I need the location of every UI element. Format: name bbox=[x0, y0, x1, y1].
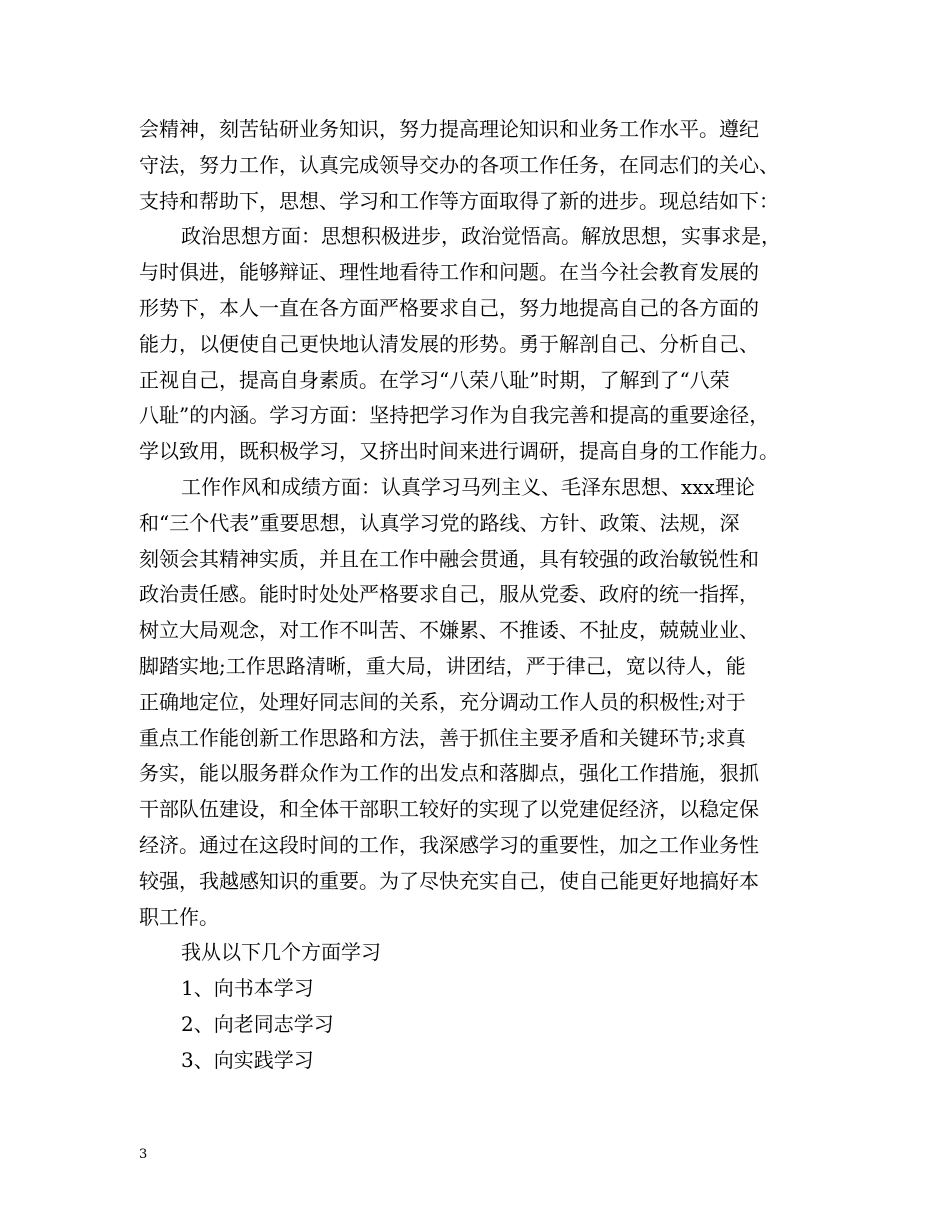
text-line: 2、向老同志学习 bbox=[181, 1011, 334, 1036]
text-line: 职工作。 bbox=[139, 904, 219, 929]
text-line: 重点工作能创新工作思路和方法，善于抓住主要矛盾和关键环节;求真 bbox=[139, 725, 746, 750]
text-line: 与时俱进，能够辩证、理性地看待工作和问题。在当今社会教育发展的 bbox=[139, 260, 759, 285]
text-line: 形势下，本人一直在各方面严格要求自己，努力地提高自己的各方面的 bbox=[139, 295, 759, 320]
text-line: 守法，努力工作，认真完成领导交办的各项工作任务，在同志们的关心、 bbox=[139, 152, 779, 177]
text-line: 树立大局观念，对工作不叫苦、不嫌累、不推诿、不扯皮，兢兢业业、 bbox=[139, 618, 759, 643]
text-line: 会精神，刻苦钻研业务知识，努力提高理论知识和业务工作水平。遵纪 bbox=[139, 117, 759, 141]
text-line: 工作作风和成绩方面：认真学习马列主义、毛泽东思想、xxx理论 bbox=[181, 474, 755, 499]
text-line: 务实，能以服务群众作为工作的出发点和落脚点，强化工作措施，狠抓 bbox=[139, 761, 759, 786]
text-line: 较强，我越感知识的重要。为了尽快充实自己，使自己能更好地搞好本 bbox=[139, 868, 759, 893]
paragraph-intro bbox=[139, 112, 819, 219]
text-line: 政治责任感。能时时处处严格要求自己，服从党委、政府的统一指挥， bbox=[139, 582, 759, 607]
text-line: 1、向书本学习 bbox=[181, 976, 314, 1001]
text-line: 刻领会其精神实质，并且在工作中融会贯通，具有较强的政治敏锐性和 bbox=[139, 546, 759, 571]
list-item-books bbox=[139, 971, 819, 1007]
text-line: 正确地定位，处理好同志间的关系，充分调动工作人员的积极性;对于 bbox=[139, 689, 746, 714]
list-item-senior-colleagues bbox=[139, 1007, 819, 1043]
text-line: 我从以下几个方面学习 bbox=[181, 940, 381, 965]
list-item-practice bbox=[139, 1043, 819, 1079]
page-number: 3 bbox=[139, 1147, 148, 1162]
paragraph-work-style bbox=[139, 470, 819, 935]
text-line: 经济。通过在这段时间的工作，我深感学习的重要性，加之工作业务性 bbox=[139, 832, 759, 857]
paragraph-learning-intro bbox=[139, 935, 819, 971]
text-line: 脚踏实地;工作思路清晰，重大局，讲团结，严于律己，宽以待人，能 bbox=[139, 653, 746, 678]
text-line: 正视自己，提高自身素质。在学习“八荣八耻”时期，了解到了“八荣 bbox=[139, 367, 730, 392]
text-line: 学以致用，既积极学习，又挤出时间来进行调研，提高自身的工作能力。 bbox=[139, 439, 779, 464]
text-line: 3、向实践学习 bbox=[181, 1047, 314, 1072]
text-line: 支持和帮助下，思想、学习和工作等方面取得了新的进步。现总结如下： bbox=[139, 188, 779, 213]
text-line: 政治思想方面：思想积极进步，政治觉悟高。解放思想，实事求是， bbox=[181, 224, 781, 249]
text-line: 能力，以便使自己更快地认清发展的形势。勇于解剖自己、分析自己、 bbox=[139, 331, 759, 356]
document-body bbox=[139, 112, 819, 1079]
text-line: 八耻”的内涵。学习方面：坚持把学习作为自我完善和提高的重要途径， bbox=[139, 403, 770, 428]
paragraph-political-thought bbox=[139, 219, 819, 470]
text-line: 干部队伍建设，和全体干部职工较好的实现了以党建促经济，以稳定保 bbox=[139, 797, 759, 822]
text-line: 和“三个代表”重要思想，认真学习党的路线、方针、政策、法规，深 bbox=[139, 510, 740, 535]
